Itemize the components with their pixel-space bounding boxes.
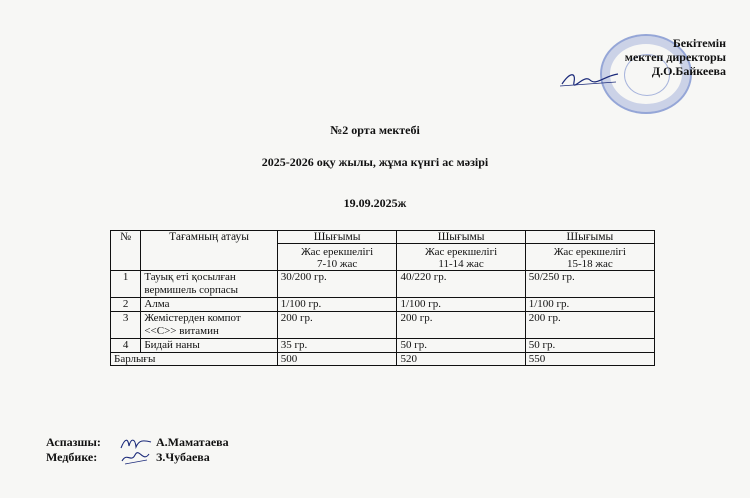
age-group-1 bbox=[277, 244, 397, 271]
age-label: Жас ерекшелігі bbox=[301, 246, 374, 258]
age-range: 15-18 жас bbox=[566, 258, 613, 270]
approval-line-1: Бекітемін bbox=[672, 36, 726, 50]
age-range: 11-14 жас bbox=[438, 258, 484, 270]
age-label: Жас ерекшелігі bbox=[553, 246, 626, 258]
dish-name: Тауық еті қосылған вермишель сорпасы bbox=[141, 271, 277, 298]
cook-label: Аспазшы: bbox=[46, 435, 101, 449]
total-row bbox=[111, 353, 655, 366]
row-num: 2 bbox=[111, 298, 141, 312]
age-group-2 bbox=[397, 244, 525, 271]
portion-value: 50 гр. bbox=[397, 339, 525, 353]
col-output-header-3: Шығымы bbox=[525, 231, 654, 244]
col-num-header: № bbox=[111, 231, 141, 271]
portion-value: 200 гр. bbox=[397, 312, 525, 339]
table-row bbox=[111, 339, 655, 353]
table-row bbox=[111, 312, 655, 339]
portion-value: 200 гр. bbox=[525, 312, 654, 339]
portion-value: 50/250 гр. bbox=[525, 271, 654, 298]
portion-value: 30/200 гр. bbox=[277, 271, 397, 298]
nurse-name: З.Чубаева bbox=[156, 450, 210, 464]
portion-value: 200 гр. bbox=[277, 312, 397, 339]
total-value: 550 bbox=[525, 353, 654, 366]
cook-name: А.Маматаева bbox=[156, 435, 229, 449]
total-label: Барлығы bbox=[111, 353, 278, 366]
approval-block bbox=[560, 34, 740, 112]
menu-title: 2025-2026 оқу жылы, жұма күнгі ас мәзірі bbox=[261, 155, 489, 169]
approval-line-2: мектеп директоры bbox=[624, 50, 726, 64]
col-output-header-1: Шығымы bbox=[277, 231, 397, 244]
age-range: 7-10 жас bbox=[316, 258, 358, 270]
school-name: №2 орта мектебі bbox=[330, 123, 420, 137]
menu-date: 19.09.2025ж bbox=[343, 196, 407, 210]
cook-signature-line bbox=[46, 435, 229, 450]
col-output-header-2: Шығымы bbox=[397, 231, 525, 244]
dish-name: Жемістерден компот <<С>> витамин bbox=[141, 312, 277, 339]
table-row bbox=[111, 298, 655, 312]
table-header-row bbox=[111, 231, 655, 244]
nurse-label: Медбике: bbox=[46, 450, 98, 464]
approval-line-3: Д.О.Байкеева bbox=[651, 64, 726, 78]
table-row bbox=[111, 271, 655, 298]
nurse-signature-line bbox=[46, 450, 210, 465]
row-num: 4 bbox=[111, 339, 141, 353]
total-value: 500 bbox=[277, 353, 397, 366]
total-value: 520 bbox=[397, 353, 525, 366]
portion-value: 35 гр. bbox=[277, 339, 397, 353]
portion-value: 1/100 гр. bbox=[397, 298, 525, 312]
dish-name: Алма bbox=[141, 298, 277, 312]
col-name-header: Тағамның атауы bbox=[141, 231, 277, 271]
portion-value: 40/220 гр. bbox=[397, 271, 525, 298]
age-label: Жас ерекшелігі bbox=[425, 246, 498, 258]
dish-name: Бидай наны bbox=[141, 339, 277, 353]
cook-signature bbox=[119, 436, 153, 450]
row-num: 3 bbox=[111, 312, 141, 339]
menu-table bbox=[110, 230, 655, 366]
director-signature bbox=[560, 70, 620, 88]
nurse-signature bbox=[119, 451, 153, 465]
portion-value: 1/100 гр. bbox=[277, 298, 397, 312]
age-group-3 bbox=[525, 244, 654, 271]
portion-value: 50 гр. bbox=[525, 339, 654, 353]
portion-value: 1/100 гр. bbox=[525, 298, 654, 312]
row-num: 1 bbox=[111, 271, 141, 298]
